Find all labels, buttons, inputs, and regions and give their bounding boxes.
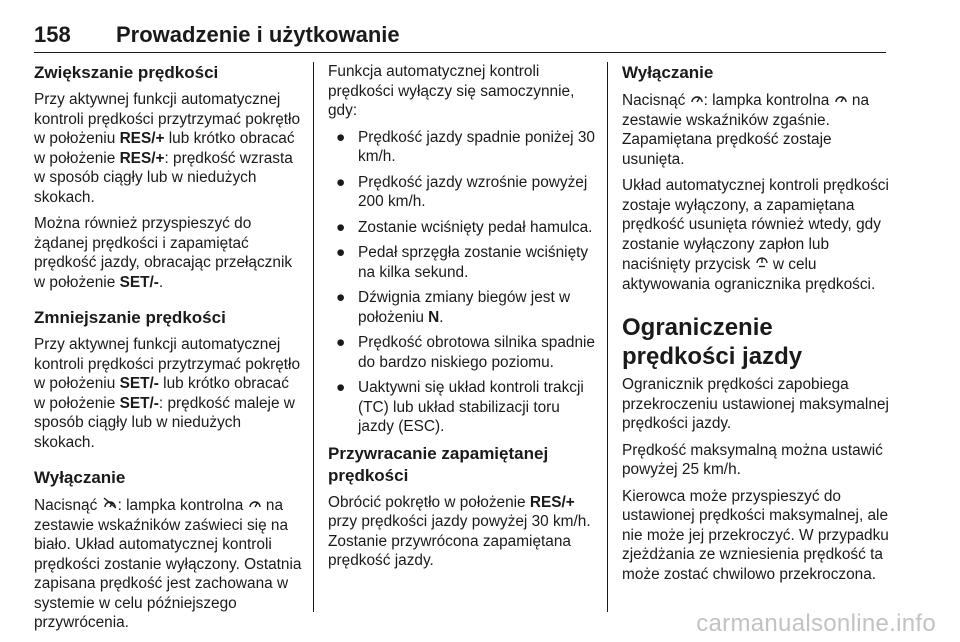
paragraph-limiter-range: Prędkość maksymalną można ustawić powyżej 25 km/h.: [622, 441, 883, 478]
paragraph-switch-off: Nacisnąć : lampka kontrolna na zestawie wskaźników zgaśnie. Zapamiętana prędkość zostaje usunięta.: [622, 92, 870, 168]
heading-increase-speed: Zwiększanie prędkości: [34, 63, 219, 82]
cruise-control-icon: [248, 495, 262, 515]
list-item: ● Pedał sprzęgła zostanie wciśnięty na kilka sekund.: [336, 244, 589, 281]
paragraph-deactivate: Nacisnąć : lampka kontrolna na zestawie wskaźników zaświeci się na biało. Układ automatycznej kontroli prędkości zostanie wyłączony. Ostatnia zapisana prędkość jest zachowana w systemie w celu późniejszego przywrócenia.: [34, 497, 302, 631]
paragraph-set-speed: Można również przyspieszyć do żądanej prędkości i zapamiętać prędkość jazdy, obracając przełącznik w położenie SET/-.: [34, 215, 293, 291]
paragraph-decrease: Przy aktywnej funkcji automatycznej kontroli prędkości przytrzymać pokrętło w położeniu SET/- lub krótko obracać w położenie SET/-: prędkość maleje w sposób ciągły lub w niedużych skokach.: [34, 336, 301, 451]
list-item: ● Dźwignia zmiany biegów jest w położeniu N.: [336, 289, 571, 326]
column-3: [622, 62, 892, 591]
watermark-text: carmanualsonline.info: [696, 610, 936, 637]
cruise-control-icon: [834, 90, 848, 110]
heading-decrease-speed: Zmniejszanie prędkości: [34, 308, 226, 327]
heading-resume-speed: Przywracanie zapamiętanej prędkości: [328, 443, 549, 485]
page-header: [34, 22, 886, 53]
list-item: ● Prędkość jazdy spadnie poniżej 30 km/h.: [336, 128, 595, 165]
list-item: ● Zostanie wciśnięty pedał hamulca.: [336, 218, 593, 236]
column-divider-2: [607, 62, 608, 612]
list-item: ● Uaktywni się układ kontroli trakcji (TC) lub układ stabilizacji toru jazdy (ESC).: [336, 379, 584, 435]
heading-switch-off: Wyłączanie: [622, 63, 714, 82]
speed-limiter-icon: [755, 254, 769, 274]
paragraph-memory-cleared: Układ automatycznej kontroli prędkości zostaje wyłączony, a zapamiętana prędkość usunięta również wtedy, gdy zostanie wyłączony zapłon lub naciśnięty przycisk w celu aktywowania ogranicznika prędkości.: [622, 177, 889, 293]
cruise-control-icon: [690, 90, 704, 110]
paragraph-resume: Obrócić pokrętło w położenie RES/+ przy prędkości jazdy powyżej 30 km/h. Zostanie przywrócona zapamiętana prędkość jazdy.: [328, 493, 591, 569]
column-1: [34, 62, 304, 640]
column-divider-1: [313, 62, 314, 612]
auto-off-conditions-list: [328, 128, 596, 437]
heading-deactivate: Wyłączanie: [34, 468, 126, 487]
list-item: ● Prędkość obrotowa silnika spadnie do bardzo niskiego poziomu.: [336, 334, 595, 371]
page-number: 158: [34, 22, 71, 47]
paragraph-increase: Przy aktywnej funkcji automatycznej kontroli prędkości przytrzymać pokrętło w położeniu RES/+ lub krótko obracać w położenie RES/+: prędkość wzrasta w sposób ciągły lub w niedużych skokach.: [34, 91, 301, 206]
heading-speed-limiter: Ograniczenie prędkości jazdy: [622, 314, 803, 370]
column-2: [328, 62, 596, 578]
list-item: ● Prędkość jazdy wzrośnie powyżej 200 km/h.: [336, 173, 588, 210]
cruise-cancel-icon: [102, 495, 118, 515]
paragraph-limiter-intro: Ogranicznik prędkości zapobiega przekroczeniu ustawionej maksymalnej prędkości jazdy.: [622, 376, 889, 432]
page-title: Prowadzenie i użytkowanie: [116, 22, 400, 47]
paragraph-limiter-behavior: Kierowca może przyspieszyć do ustawionej prędkości maksymalnej, ale nie może jej przekroczyć. W przypadku zjeżdżania ze wzniesienia prędkość ta może zostać chwilowo przekroczona.: [622, 487, 889, 583]
paragraph-auto-off-intro: Funkcja automatycznej kontroli prędkości wyłączy się samoczynnie, gdy:: [328, 63, 575, 119]
